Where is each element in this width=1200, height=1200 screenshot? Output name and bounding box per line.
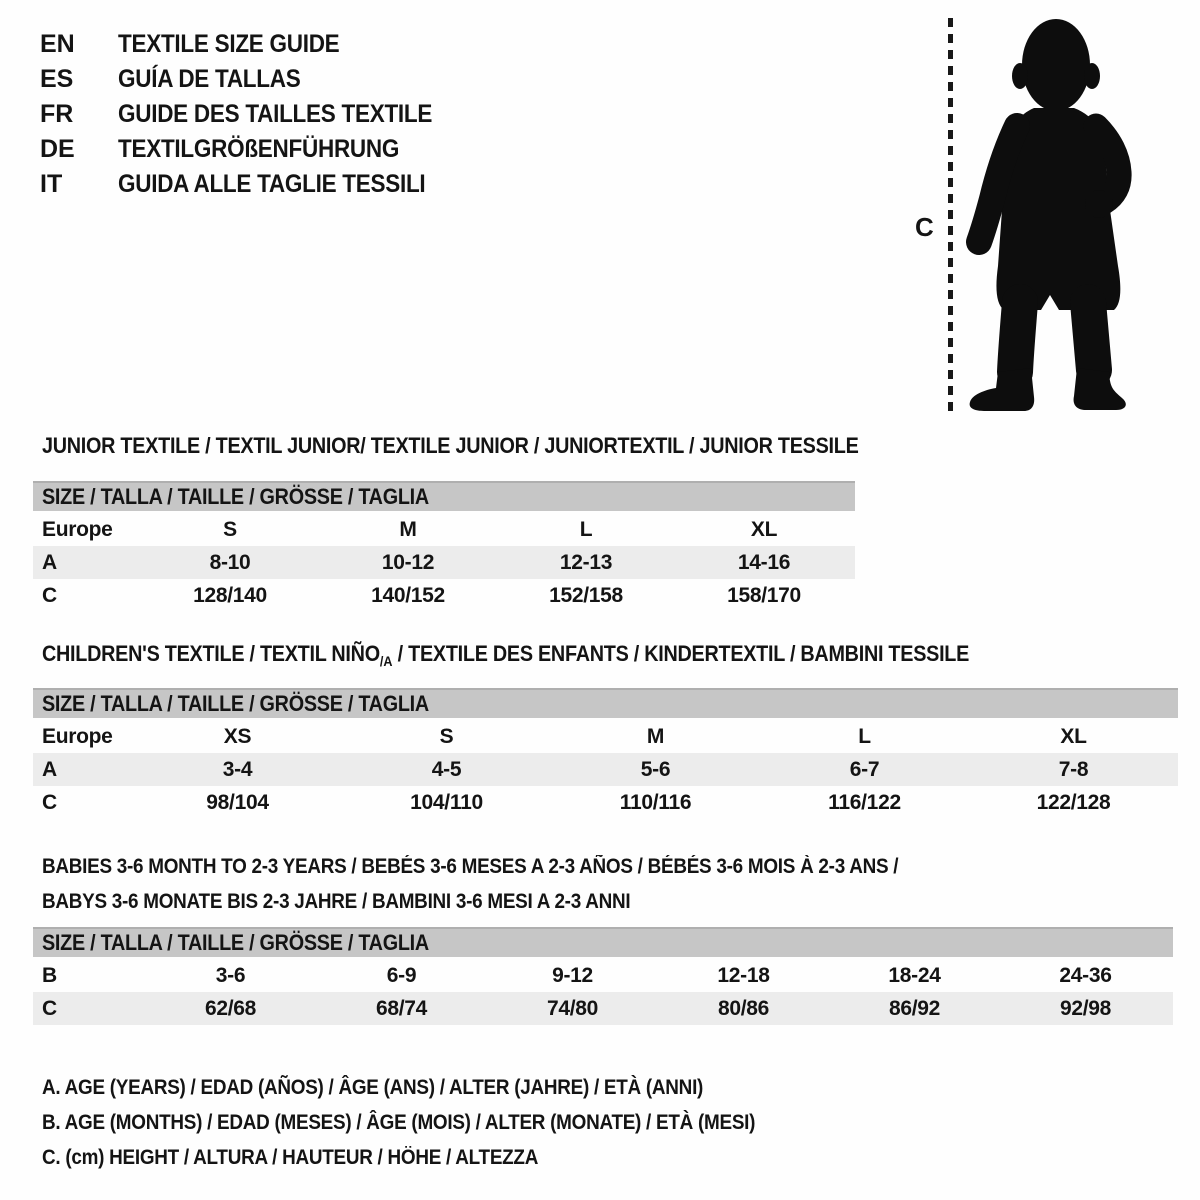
row-label: C (42, 996, 57, 1020)
lang-row-it (40, 167, 467, 202)
table-cell: 4-5 (431, 757, 462, 781)
table-cell: 3-4 (222, 757, 253, 781)
table-cell: L (858, 724, 871, 748)
lang-title: GUIDE DES TAILLES TEXTILE (118, 100, 433, 128)
lang-row-fr (40, 97, 467, 132)
table-cell: XS (223, 724, 252, 748)
babies-title-line2: BABYS 3-6 MONATE BIS 2-3 JAHRE / BAMBINI 3-6 MESI A 2-3 ANNI (42, 890, 631, 913)
babies-size-table (33, 927, 1173, 1025)
table-cell: 6-7 (849, 757, 880, 781)
height-measure-label: C (915, 212, 934, 242)
lang-row-es (40, 62, 467, 97)
table-row (33, 753, 1178, 786)
table-cell: 14-16 (737, 550, 791, 574)
babies-section-title (42, 849, 993, 919)
table-cell: 110/116 (619, 790, 692, 814)
table-cell: M (646, 724, 665, 748)
row-label: C (42, 790, 57, 814)
table-row (33, 546, 855, 579)
legend-line-b: B. AGE (MONTHS) / EDAD (MESES) / ÂGE (MOIS) / ALTER (MONATE) / ETÀ (MESI) (42, 1111, 756, 1134)
size-header-label: SIZE / TALLA / TAILLE / GRÖSSE / TAGLIA (42, 930, 429, 955)
table-cell: 86/92 (888, 996, 941, 1020)
table-row (33, 992, 1173, 1025)
table-cell: 24-36 (1059, 963, 1112, 987)
table-cell: 8-10 (209, 550, 251, 574)
row-label: Europe (42, 517, 113, 541)
size-header-label: SIZE / TALLA / TAILLE / GRÖSSE / TAGLIA (42, 691, 429, 716)
lang-code: ES (40, 65, 74, 93)
table-cell: 68/74 (375, 996, 428, 1020)
size-header-row (33, 688, 1178, 718)
table-row (33, 513, 855, 546)
lang-code: FR (40, 100, 74, 128)
table-cell: 104/110 (410, 790, 483, 814)
language-title-block (40, 27, 467, 202)
table-cell: S (439, 724, 454, 748)
size-header-row (33, 481, 855, 511)
children-section-title: CHILDREN'S TEXTILE / TEXTIL $NIÑO_{/A}$ / TEXTILE DES ENFANTS / KINDERTEXTIL / BAMBINI TESSILE (42, 641, 970, 669)
row-label: B (42, 963, 57, 987)
table-cell: 122/128 (1036, 790, 1111, 814)
table-cell: 80/86 (717, 996, 770, 1020)
table-cell: 6-9 (386, 963, 417, 987)
table-cell: 128/140 (193, 583, 267, 607)
table-row (33, 720, 1178, 753)
table-cell: 152/158 (549, 583, 623, 607)
measure-legend (42, 1070, 834, 1175)
table-cell: 7-8 (1058, 757, 1089, 781)
lang-code: EN (40, 30, 75, 58)
table-cell: L (579, 517, 593, 541)
babies-title-line1: BABIES 3-6 MONTH TO 2-3 YEARS / BEBÉS 3-6 MESES A 2-3 AÑOS / BÉBÉS 3-6 MOIS À 2-3 ANS / (42, 855, 899, 878)
table-cell: 98/104 (206, 790, 269, 814)
table-cell: 74/80 (546, 996, 599, 1020)
height-measure-dashed-line (948, 18, 953, 416)
row-label: C (42, 583, 57, 607)
table-cell: 5-6 (640, 757, 671, 781)
legend-line-a: A. AGE (YEARS) / EDAD (AÑOS) / ÂGE (ANS) / ALTER (JAHRE) / ETÀ (ANNI) (42, 1076, 704, 1099)
table-cell: 12-18 (717, 963, 770, 987)
table-cell: 140/152 (371, 583, 445, 607)
lang-row-en (40, 27, 467, 62)
lang-title: GUÍA DE TALLAS (118, 65, 301, 93)
row-label: Europe (42, 724, 113, 748)
table-cell: 10-12 (381, 550, 435, 574)
nino-a-subscript: /A (379, 653, 393, 669)
toddler-silhouette-icon (962, 14, 1142, 416)
size-header-row (33, 927, 1173, 957)
children-size-table (33, 688, 1178, 819)
table-cell: 9-12 (552, 963, 593, 987)
row-label: A (42, 757, 57, 781)
junior-size-table (33, 481, 855, 612)
lang-code: DE (40, 135, 75, 163)
table-cell: 92/98 (1059, 996, 1112, 1020)
table-row (33, 786, 1178, 819)
lang-title: TEXTILE SIZE GUIDE (118, 30, 340, 58)
junior-section-title: JUNIOR TEXTILE / TEXTIL JUNIOR/ TEXTILE JUNIOR / JUNIORTEXTIL / JUNIOR TESSILE (42, 433, 859, 458)
table-cell: 158/170 (727, 583, 801, 607)
lang-title: TEXTILGRÖßENFÜHRUNG (118, 135, 400, 163)
table-row (33, 579, 855, 612)
size-header-label: SIZE / TALLA / TAILLE / GRÖSSE / TAGLIA (42, 484, 429, 509)
lang-row-de (40, 132, 467, 167)
table-cell: 3-6 (215, 963, 246, 987)
table-cell: 62/68 (204, 996, 257, 1020)
table-cell: XL (750, 517, 778, 541)
lang-title: GUIDA ALLE TAGLIE TESSILI (118, 170, 426, 198)
table-cell: 18-24 (888, 963, 941, 987)
row-label: A (42, 550, 57, 574)
lang-code: IT (40, 170, 63, 198)
table-cell: 116/122 (828, 790, 901, 814)
table-cell: S (223, 517, 237, 541)
table-row (33, 959, 1173, 992)
legend-line-c: C. (cm) HEIGHT / ALTURA / HAUTEUR / HÖHE / ALTEZZA (42, 1146, 539, 1169)
table-cell: 12-13 (559, 550, 613, 574)
table-cell: M (399, 517, 417, 541)
table-cell: XL (1060, 724, 1087, 748)
